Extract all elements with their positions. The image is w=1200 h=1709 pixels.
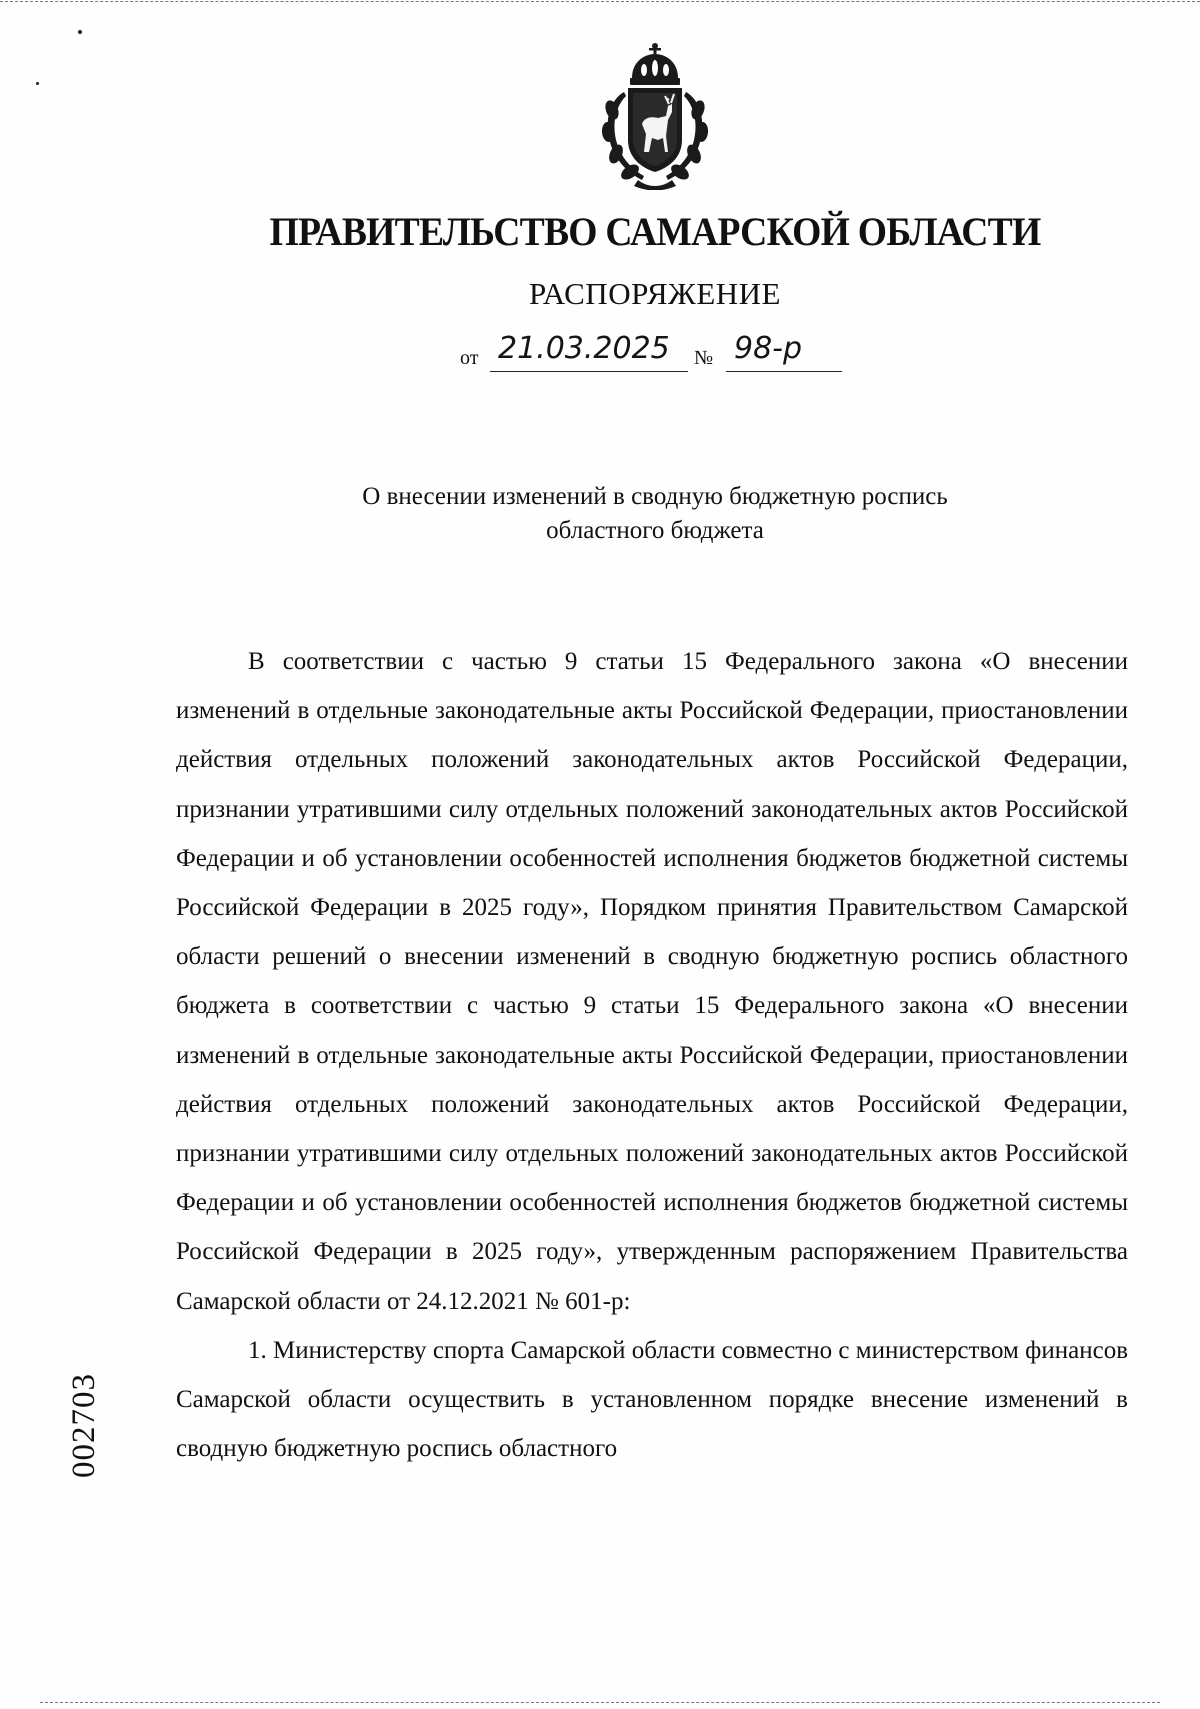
margin-serial-number: 002703 <box>66 1373 102 1478</box>
number-prefix: № <box>694 347 714 369</box>
document-subject <box>0 480 1200 548</box>
document-type: РАСПОРЯЖЕНИЕ <box>529 276 781 311</box>
number-underline <box>726 371 842 372</box>
date-prefix: от <box>460 347 479 369</box>
body-paragraph: В соответствии с частью 9 статьи 15 Федерального закона «О внесении изменений в отдельные законодательные акты Российской Федерации, приостановлении действия отдельных положений законодательных актов Российской Федерации, признании утратившими силу отдельных положений законодательных актов Российской Федерации и об установлении особенностей исполнения бюджетов бюджетной системы Российской Федерации в 2025 году», Порядком принятия Правительством Самарской области решений о внесении изменений в сводную бюджетную роспись областного бюджета в соответствии с частью 9 статьи 15 Федерального закона «О внесении изменений в отдельные законодательные акты Российской Федерации, приостановлении действия отдельных положений законодательных актов Российской Федерации, признании утратившими силу отдельных положений законодательных актов Российской Федерации и об установлении особенностей исполнения бюджетов бюджетной системы Российской Федерации в 2025 году», утвержденным распоряжением Правительства Самарской области от 24.12.2021 № 601-р: <box>176 648 1128 1315</box>
date-underline <box>490 371 688 372</box>
date-handwritten: 21.03.2025 <box>498 331 670 366</box>
body-paragraph: 1. Министерству спорта Самарской области совместно с министерством финансов Самарской области осуществить в установленном порядке внесение изменений в сводную бюджетную роспись областного <box>176 1336 1128 1463</box>
scan-speck <box>36 82 39 85</box>
government-title: ПРАВИТЕЛЬСТВО САМАРСКОЙ ОБЛАСТИ <box>269 209 1041 254</box>
document-body <box>176 637 1128 1473</box>
scan-speck <box>78 30 82 34</box>
samara-coat-of-arms-icon <box>592 40 718 190</box>
scan-edge-bottom <box>40 1702 1160 1703</box>
number-handwritten: 98-р <box>734 331 803 366</box>
subject-line-1: О внесении изменений в сводную бюджетную роспись <box>362 483 948 510</box>
subject-line-2: областного бюджета <box>546 517 764 544</box>
scan-edge-top <box>0 1 1200 2</box>
